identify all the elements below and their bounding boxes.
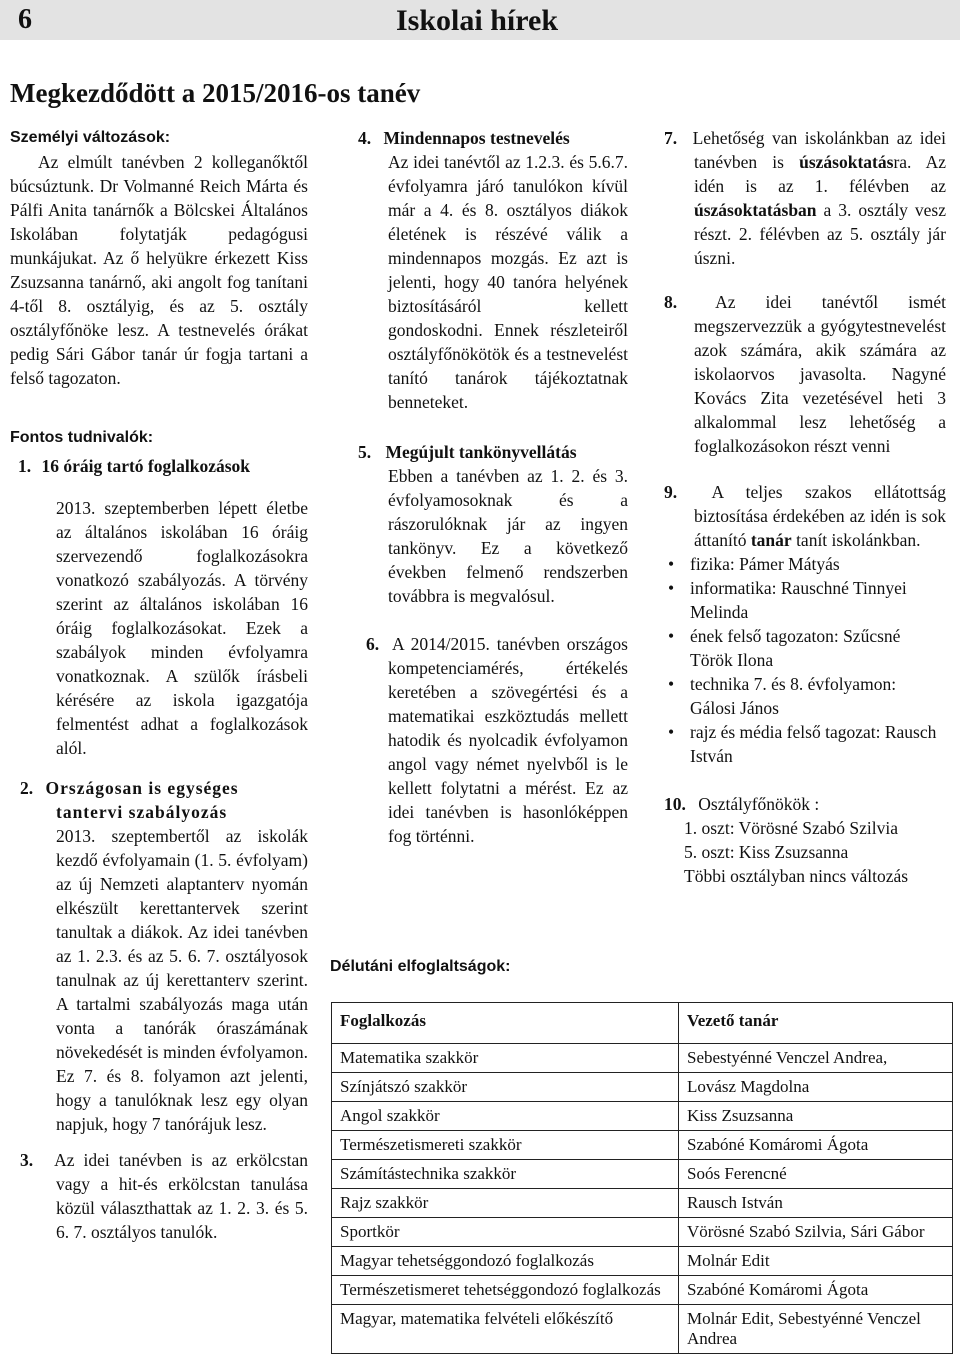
- item-6-number: 6.: [366, 634, 380, 654]
- item-7-bold-b: úszásoktatásban: [694, 200, 817, 220]
- leader-cell: Molnár Edit, Sebestyénné Venczel Andrea: [679, 1305, 953, 1354]
- list-item: • rajz és média felső tagozat: Rausch István: [664, 720, 946, 768]
- item-5-text: Ebben a tanévben az 1. 2. és 3. évfolyamosoknak és a rászorulóknak jár az ingyen tankönyv. Ez a következő években felmenő rendszerben továbbra is megvalósul.: [388, 466, 628, 606]
- table-row: [332, 1218, 953, 1247]
- table-row: [332, 1073, 953, 1102]
- activities-heading: Délutáni elfoglaltságok:: [330, 958, 511, 975]
- leader-cell: Szabóné Komáromi Ágota: [679, 1131, 953, 1160]
- item-9-text-a: A teljes szakos ellátottság biztosítása érdekében az idén is sok áttanító: [694, 482, 946, 550]
- leader-cell: Molnár Edit: [679, 1247, 953, 1276]
- item-3-text: Az idei tanévben is az erkölcstan vagy a hit-és erkölcstan tanulása közül választhattak az 1. 2. 3. és 5. 6. 7. osztályos tanulók.: [54, 1150, 309, 1242]
- item-7: [664, 126, 946, 270]
- column-2: [358, 126, 628, 848]
- list-item: • technika 7. és 8. évfolyamon: Gálosi János: [664, 672, 946, 720]
- item-7-text-b: ra. Az idén is az 1. félévben az: [694, 152, 946, 196]
- activities-table: [331, 1002, 953, 1354]
- table-row: [332, 1102, 953, 1131]
- item-9-number: 9.: [664, 482, 678, 502]
- section-title: Iskolai hírek: [396, 4, 558, 37]
- page-number: 6: [18, 4, 32, 35]
- activity-cell: Számítástechnika szakkör: [332, 1160, 679, 1189]
- activity-cell: Sportkör: [332, 1218, 679, 1247]
- item-2-number: 2.: [20, 778, 34, 798]
- table-row: [332, 1276, 953, 1305]
- class-heads: [664, 816, 946, 888]
- item-6: [358, 632, 628, 848]
- leader-cell: Soós Ferencné: [679, 1160, 953, 1189]
- leader-cell: Kiss Zsuzsanna: [679, 1102, 953, 1131]
- activity-cell: Angol szakkör: [332, 1102, 679, 1131]
- item-8-text: Az idei tanévtől ismét megszervezzük a gyógytestnevelést azok számára, akik számára az iskolaorvos javasolta. Nagyné Kovács Zita vezetésével heti 3 alkalommal lesz lehetőség a foglalkozásokon részt venni: [694, 292, 946, 456]
- activity-cell: Magyar, matematika felvételi előkészítő: [332, 1305, 679, 1354]
- item-3-number: 3.: [20, 1150, 34, 1170]
- leader-cell: Rausch István: [679, 1189, 953, 1218]
- item-5-title: Megújult tankönyvellátás: [385, 442, 577, 462]
- item-10-heading: [664, 792, 946, 816]
- item-9-text-b: tanít iskolánkban.: [791, 530, 921, 550]
- page-header: [0, 0, 960, 40]
- list-item: 5. oszt: Kiss Zsuzsanna: [684, 842, 849, 862]
- item-7-bold-a: úszásoktatás: [799, 152, 894, 172]
- item-8-number: 8.: [664, 292, 678, 312]
- item-1-text: 2013. szeptemberben lépett életbe az általános iskolában 16 óráig szervezendő foglalkozásokra vonatkozó szabályozás. A törvény szerint az általános iskolában 16 óráig foglalkozásokat. Ezek a szabályok minden évfolyamra vonatkoznak. A szülők írásbeli kérésére az iskola igazgatója felmentést adhat a foglalkozások alól.: [56, 498, 308, 758]
- activity-cell: Matematika szakkör: [332, 1044, 679, 1073]
- table-row: [332, 1160, 953, 1189]
- activity-cell: Természetismereti szakkör: [332, 1131, 679, 1160]
- leader-cell: Szabóné Komáromi Ágota: [679, 1276, 953, 1305]
- item-2-heading: [10, 776, 308, 824]
- list-item: • informatika: Rauschné Tinnyei Melinda: [664, 576, 946, 624]
- activity-cell: Természetismeret tehetséggondozó foglalkozás: [332, 1276, 679, 1305]
- list-item: • ének felső tagozaton: Szűcsné Török Ilona: [664, 624, 946, 672]
- activity-cell: Rajz szakkör: [332, 1189, 679, 1218]
- article-title: Megkezdődött a 2015/2016-os tanév: [10, 78, 421, 108]
- item-10-title: Osztályfőnökök :: [698, 794, 820, 814]
- item-8: [664, 290, 946, 458]
- table-row: [332, 1305, 953, 1354]
- leader-cell: Sebestyénné Venczel Andrea,: [679, 1044, 953, 1073]
- item-1-number: 1.: [18, 456, 32, 476]
- item-9: [664, 480, 946, 552]
- table-row: [332, 1247, 953, 1276]
- item-10-number: 10.: [664, 794, 686, 814]
- list-item: 1. oszt: Vörösné Szabó Szilvia: [684, 818, 899, 838]
- item-7-text-a: Lehetőség van iskolánkban az idei tanévben is: [692, 128, 946, 172]
- item-4-number: 4.: [358, 128, 372, 148]
- item-7-text-c: a 3. osztály vesz részt. 2. félévben az 5. osztály jár úszni.: [694, 200, 946, 268]
- personnel-heading: Személyi változások:: [10, 129, 171, 146]
- item-1-heading: [10, 454, 308, 478]
- item-4-title: Mindennapos testnevelés: [383, 128, 570, 148]
- column-1: [10, 126, 308, 1244]
- list-item: • fizika: Pámer Mátyás: [664, 552, 946, 576]
- info-heading: Fontos tudnivalók:: [10, 429, 154, 446]
- item-9-bold: tanár: [750, 530, 792, 550]
- item-6-text: A 2014/2015. tanévben országos kompetenciamérés, értékelés keretében a szövegértési és a matematikai eszköztudás mellett hatodik és nyolcadik évfolyamon angol vagy német nyelvből is le kellett folytatni a mérést. Ez az idei tanévben is hasonlóképpen fog történni.: [388, 634, 628, 846]
- personnel-text: Az elmúlt tanévben 2 kolleganőktől búcsúztunk. Dr Volmanné Reich Márta és Pálfi Anita tanárnők a Bölcskei Általános Iskolában folytatják pedagógusi munkájukat. Az ő helyükre érkezett Kiss Zsuzsanna tanárnő, aki angolt fog tanítani 4-től 8. osztályig, és az 5. osztály osztályfőnöke lesz. A testnevelés órákat pedig Sári Gábor tanár úr fogja tartani a felső tagozaton.: [10, 152, 308, 388]
- table-row: [332, 1044, 953, 1073]
- activity-cell: Színjátszó szakkör: [332, 1073, 679, 1102]
- item-5-heading: [358, 440, 628, 464]
- item-7-number: 7.: [664, 128, 678, 148]
- table-header-row: [332, 1003, 953, 1044]
- leader-cell: Vörösné Szabó Szilvia, Sári Gábor: [679, 1218, 953, 1247]
- table-row: [332, 1131, 953, 1160]
- teacher-list: [664, 552, 946, 768]
- item-4-heading: [358, 126, 628, 150]
- header-cell: Vezető tanár: [679, 1003, 953, 1044]
- list-item: Többi osztályban nincs változás: [684, 866, 909, 886]
- item-2-text: 2013. szeptembertől az iskolák kezdő évfolyamain (1. 5. évfolyam) az új Nemzeti alaptanterv nyomán elkészült kerettantervek szerint tanultak a diákok. Az idei tanévben az 1. 2.3. és az 5. 6. 7. osztályosok tanulnak az új kerettanterv szerint. A tartalmi szabályozás maga után vonta a tanórák óraszámának növekedését is minden évfolyamon. Ez 7. és 8. folyamon azt jelenti, hogy a tanulóknak lesz egy olyan napjuk, hogy 7 tanórájuk lesz.: [56, 826, 308, 1134]
- item-3: [10, 1148, 308, 1244]
- item-2-title: Országosan is egységes tantervi szabályozás: [45, 778, 239, 822]
- activity-cell: Magyar tehetséggondozó foglalkozás: [332, 1247, 679, 1276]
- column-3: [664, 126, 946, 888]
- item-5-number: 5.: [358, 442, 372, 462]
- item-4-text: Az idei tanévtől az 1.2.3. és 5.6.7. évfolyamra járó tanulókon kívül már a 4. és 8. osztályos diákok életének is részévé válik a mindennapos mozgás. Ez azt is jelenti, hogy 40 tanóra helyének biztosításáról kellett gondoskodni. Ennek részleteiről osztályfőnökötök és a testnevelést tanító tanárok tájékoztatnak benneteket.: [388, 152, 628, 412]
- item-1-title: 16 óráig tartó foglalkozások: [41, 456, 251, 476]
- table-row: [332, 1189, 953, 1218]
- leader-cell: Lovász Magdolna: [679, 1073, 953, 1102]
- header-cell: Foglalkozás: [332, 1003, 679, 1044]
